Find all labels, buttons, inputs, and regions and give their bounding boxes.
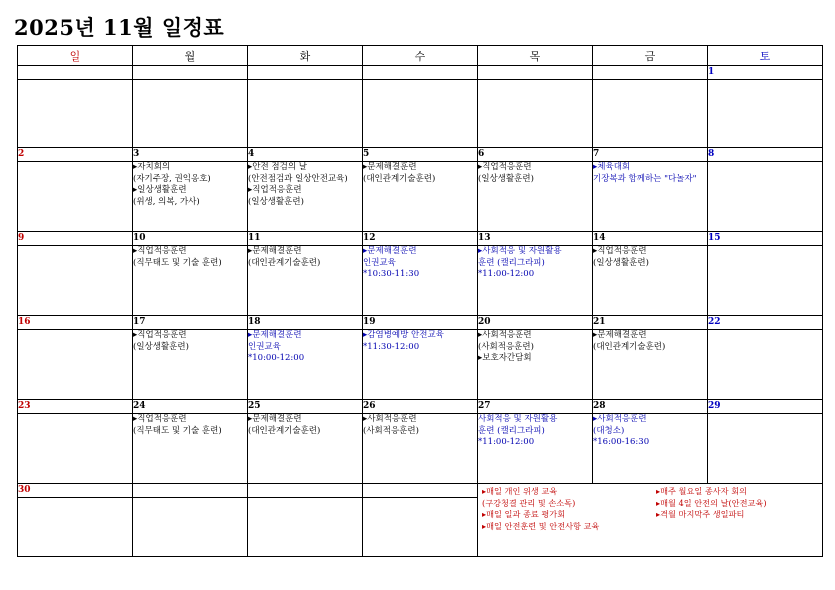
day-number [248,484,363,498]
notes-right-column [656,486,767,521]
schedule-entry: (대인관계기술훈련) [593,341,666,352]
day-number: 12 [363,232,478,246]
day-cell [363,162,478,232]
day-number: 8 [708,148,823,162]
schedule-entry: (대인관계기술훈련) [248,425,321,436]
day-cell [593,330,708,400]
day-cell [708,246,823,316]
weekday-friday: 금 [593,46,708,66]
note-item: ▸매일 개인 위생 교육 [482,486,558,496]
day-cell [133,414,248,484]
note-item: ▸격월 마지막주 생일파티 [656,509,745,519]
day-cell [478,162,593,232]
day-number: 25 [248,400,363,414]
schedule-entry: ▸직업적응훈련 [133,414,187,424]
day-cell [133,162,248,232]
day-cell [18,414,133,484]
day-number: 13 [478,232,593,246]
day-cell [133,498,248,557]
day-number: 6 [478,148,593,162]
day-number: 2 [18,148,133,162]
schedule-entry: *11:00-12:00 [478,437,535,448]
schedule-entry: ▸감염병예방 안전교육 [363,330,444,340]
day-cell [363,414,478,484]
schedule-entry: ▸직업적응훈련 [248,185,302,196]
day-cell [248,498,363,557]
day-cell [708,414,823,484]
note-item: ▸매일 안전훈련 및 안전사항 교육 [482,520,600,531]
day-cell [593,80,708,148]
schedule-entry: ▸문제해결훈련 [248,246,302,256]
schedule-entry: (직무태도 및 기술 훈련) [133,425,222,436]
day-cell [133,80,248,148]
day-number [593,66,708,80]
day-cell [363,330,478,400]
schedule-entry: (사회적응훈련) [363,425,419,436]
day-cell [363,80,478,148]
schedule-entry: 훈련 (캘리그라피) [478,425,545,436]
week-number-row [18,66,823,80]
week-content-row [18,80,823,148]
weekday-sunday: 일 [18,46,133,66]
schedule-entry: ▸직업적응훈련 [593,246,647,256]
schedule-entry: (안전점검과 일상안전교육) [248,173,348,184]
week-content-row [18,162,823,232]
day-number: 20 [478,316,593,330]
day-number: 5 [363,148,478,162]
schedule-entry: (대청소) [593,425,625,436]
schedule-entry: (대인관계기술훈련) [248,257,321,268]
schedule-entry: ▸직업적응훈련 [133,246,187,256]
schedule-entry: ▸체육대회 [593,162,631,172]
day-cell [248,162,363,232]
day-cell [18,162,133,232]
day-cell [248,80,363,148]
notes-cell [478,484,823,557]
day-cell [248,246,363,316]
day-number: 30 [18,484,133,498]
day-cell [18,330,133,400]
day-number: 9 [18,232,133,246]
day-number: 10 [133,232,248,246]
schedule-entry: *10:30-11:30 [363,269,420,280]
schedule-entry: ▸사회적응 및 자원활용 [478,246,562,256]
schedule-entry: (일상생활훈련) [248,196,304,207]
day-number: 15 [708,232,823,246]
schedule-entry: (일상생활훈련) [593,257,649,268]
day-cell [18,498,133,557]
weekday-wednesday: 수 [363,46,478,66]
weekday-tuesday: 화 [248,46,363,66]
schedule-entry: ▸문제해결훈련 [363,162,417,172]
day-cell [478,414,593,484]
schedule-entry: *11:00-12:00 [478,269,535,280]
notes-left-column [482,486,599,532]
schedule-entry: ▸사회적응훈련 [363,414,417,424]
schedule-entry: (자기주장, 권익옹호) [133,173,211,184]
day-cell [248,330,363,400]
day-cell [708,162,823,232]
day-cell [18,80,133,148]
day-cell [478,246,593,316]
week-content-row [18,414,823,484]
day-number [133,484,248,498]
note-item: (구강청결 관리 및 손소독) [482,497,576,508]
schedule-entry: ▸일상생활훈련 [133,185,187,196]
day-number: 19 [363,316,478,330]
day-cell [593,162,708,232]
note-item: ▸매주 월요일 종사자 회의 [656,486,748,496]
day-number: 11 [248,232,363,246]
schedule-entry: ▸사회적응훈련 [478,330,532,340]
day-number [18,66,133,80]
schedule-entry: 사회적응 및 자원활용 [478,414,558,424]
week-number-row [18,484,823,498]
day-cell [363,246,478,316]
day-number: 3 [133,148,248,162]
day-cell [593,414,708,484]
day-number: 7 [593,148,708,162]
page-title: 2025년 11월 일정표 [14,15,225,40]
day-cell [133,246,248,316]
recurring-notes [478,484,822,542]
day-cell [593,246,708,316]
week-content-row [18,330,823,400]
week-number-row [18,232,823,246]
day-cell [18,246,133,316]
schedule-entry: 인권교육 [248,341,281,352]
day-number [248,66,363,80]
schedule-entry: ▸문제해결훈련 [363,246,417,256]
schedule-entry: ▸안전 점검의 날 [248,162,307,172]
weekday-saturday: 토 [708,46,823,66]
schedule-entry: 인권교육 [363,257,396,268]
weekday-header-row [18,46,823,66]
day-number: 28 [593,400,708,414]
week-number-row [18,316,823,330]
day-number: 17 [133,316,248,330]
day-number: 22 [708,316,823,330]
week-number-row [18,148,823,162]
day-number [478,66,593,80]
day-cell [363,498,478,557]
schedule-entry: *11:30-12:00 [363,341,420,352]
day-number: 16 [18,316,133,330]
day-cell [478,330,593,400]
week-number-row [18,400,823,414]
weekday-monday: 월 [133,46,248,66]
day-number: 29 [708,400,823,414]
day-number [363,66,478,80]
day-cell [478,80,593,148]
day-number [133,66,248,80]
day-cell [708,330,823,400]
weekday-thursday: 목 [478,46,593,66]
day-cell [248,414,363,484]
schedule-entry: (사회적응훈련) [478,341,534,352]
day-number: 26 [363,400,478,414]
schedule-entry: ▸문제해결훈련 [248,414,302,424]
day-number: 18 [248,316,363,330]
schedule-entry: (일상생활훈련) [133,341,189,352]
day-number: 1 [708,66,823,80]
calendar-table [17,45,823,557]
schedule-entry: (일상생활훈련) [478,173,534,184]
schedule-entry: 훈련 (캘리그라피) [478,257,545,268]
day-number [363,484,478,498]
note-item: ▸매일 일과 종료 평가회 [482,509,566,519]
schedule-entry: ▸문제해결훈련 [248,330,302,340]
schedule-entry: 기장복과 함께하는 "다놀자" [593,173,697,184]
schedule-entry: (직무태도 및 기술 훈련) [133,257,222,268]
schedule-entry: ▸직업적응훈련 [478,162,532,172]
day-number: 4 [248,148,363,162]
day-number: 24 [133,400,248,414]
day-number: 21 [593,316,708,330]
schedule-entry: (대인관계기술훈련) [363,173,436,184]
schedule-entry: (위생, 의복, 가사) [133,196,200,207]
day-number: 23 [18,400,133,414]
schedule-entry: ▸보호자간담회 [478,353,532,364]
schedule-entry: *16:00-16:30 [593,437,650,448]
schedule-entry: ▸직업적응훈련 [133,330,187,340]
day-cell [133,330,248,400]
note-item: ▸매월 4일 안전의 날(안전교육) [656,497,767,508]
day-number: 14 [593,232,708,246]
schedule-entry: ▸사회적응훈련 [593,414,647,424]
schedule-entry: ▸자치회의 [133,162,171,172]
day-cell [708,80,823,148]
day-number: 27 [478,400,593,414]
week-content-row [18,246,823,316]
schedule-entry: ▸문제해결훈련 [593,330,647,340]
schedule-entry: *10:00-12:00 [248,353,305,364]
